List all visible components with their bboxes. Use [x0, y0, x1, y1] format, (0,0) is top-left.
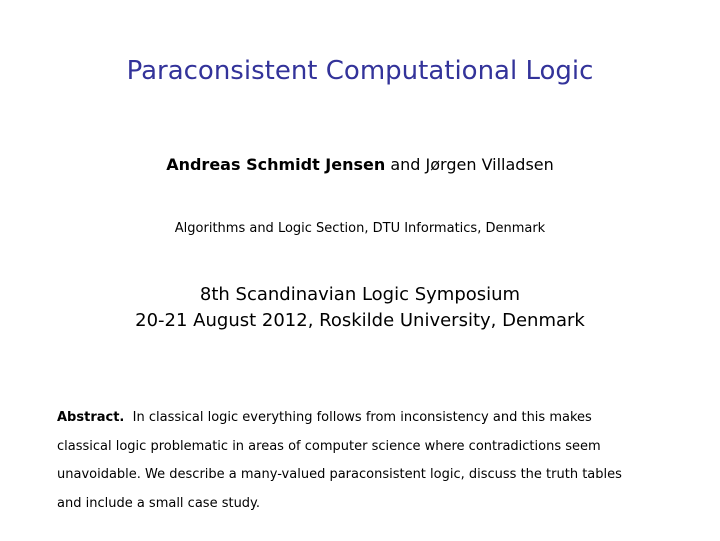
abstract-line-1 — [57, 404, 667, 433]
event-name: 8th Scandinavian Logic Symposium — [199, 284, 521, 305]
abstract-line-3: unavoidable. We describe a many-valued paraconsistent logic, discuss the truth tables — [57, 467, 622, 482]
event-block — [0, 282, 720, 334]
abstract-line-4: and include a small case study. — [57, 495, 261, 511]
primary-author: Andreas Schmidt Jensen — [166, 155, 386, 174]
author-connector: and — [385, 155, 426, 174]
affiliation: Algorithms and Logic Section, DTU Informatics, Denmark — [174, 221, 546, 236]
secondary-author: Jørgen Villadsen — [425, 155, 554, 174]
author-line — [0, 155, 720, 174]
event-details: 20-21 August 2012, Roskilde University, Denmark — [135, 310, 585, 331]
abstract — [57, 404, 667, 518]
slide-title: Paraconsistent Computational Logic — [126, 56, 594, 86]
abstract-line-1-text: In classical logic everything follows from inconsistency and this makes — [132, 410, 592, 425]
abstract-label: Abstract. — [57, 410, 125, 425]
abstract-line-2: classical logic problematic in areas of computer science where contradictions seem — [57, 438, 601, 454]
